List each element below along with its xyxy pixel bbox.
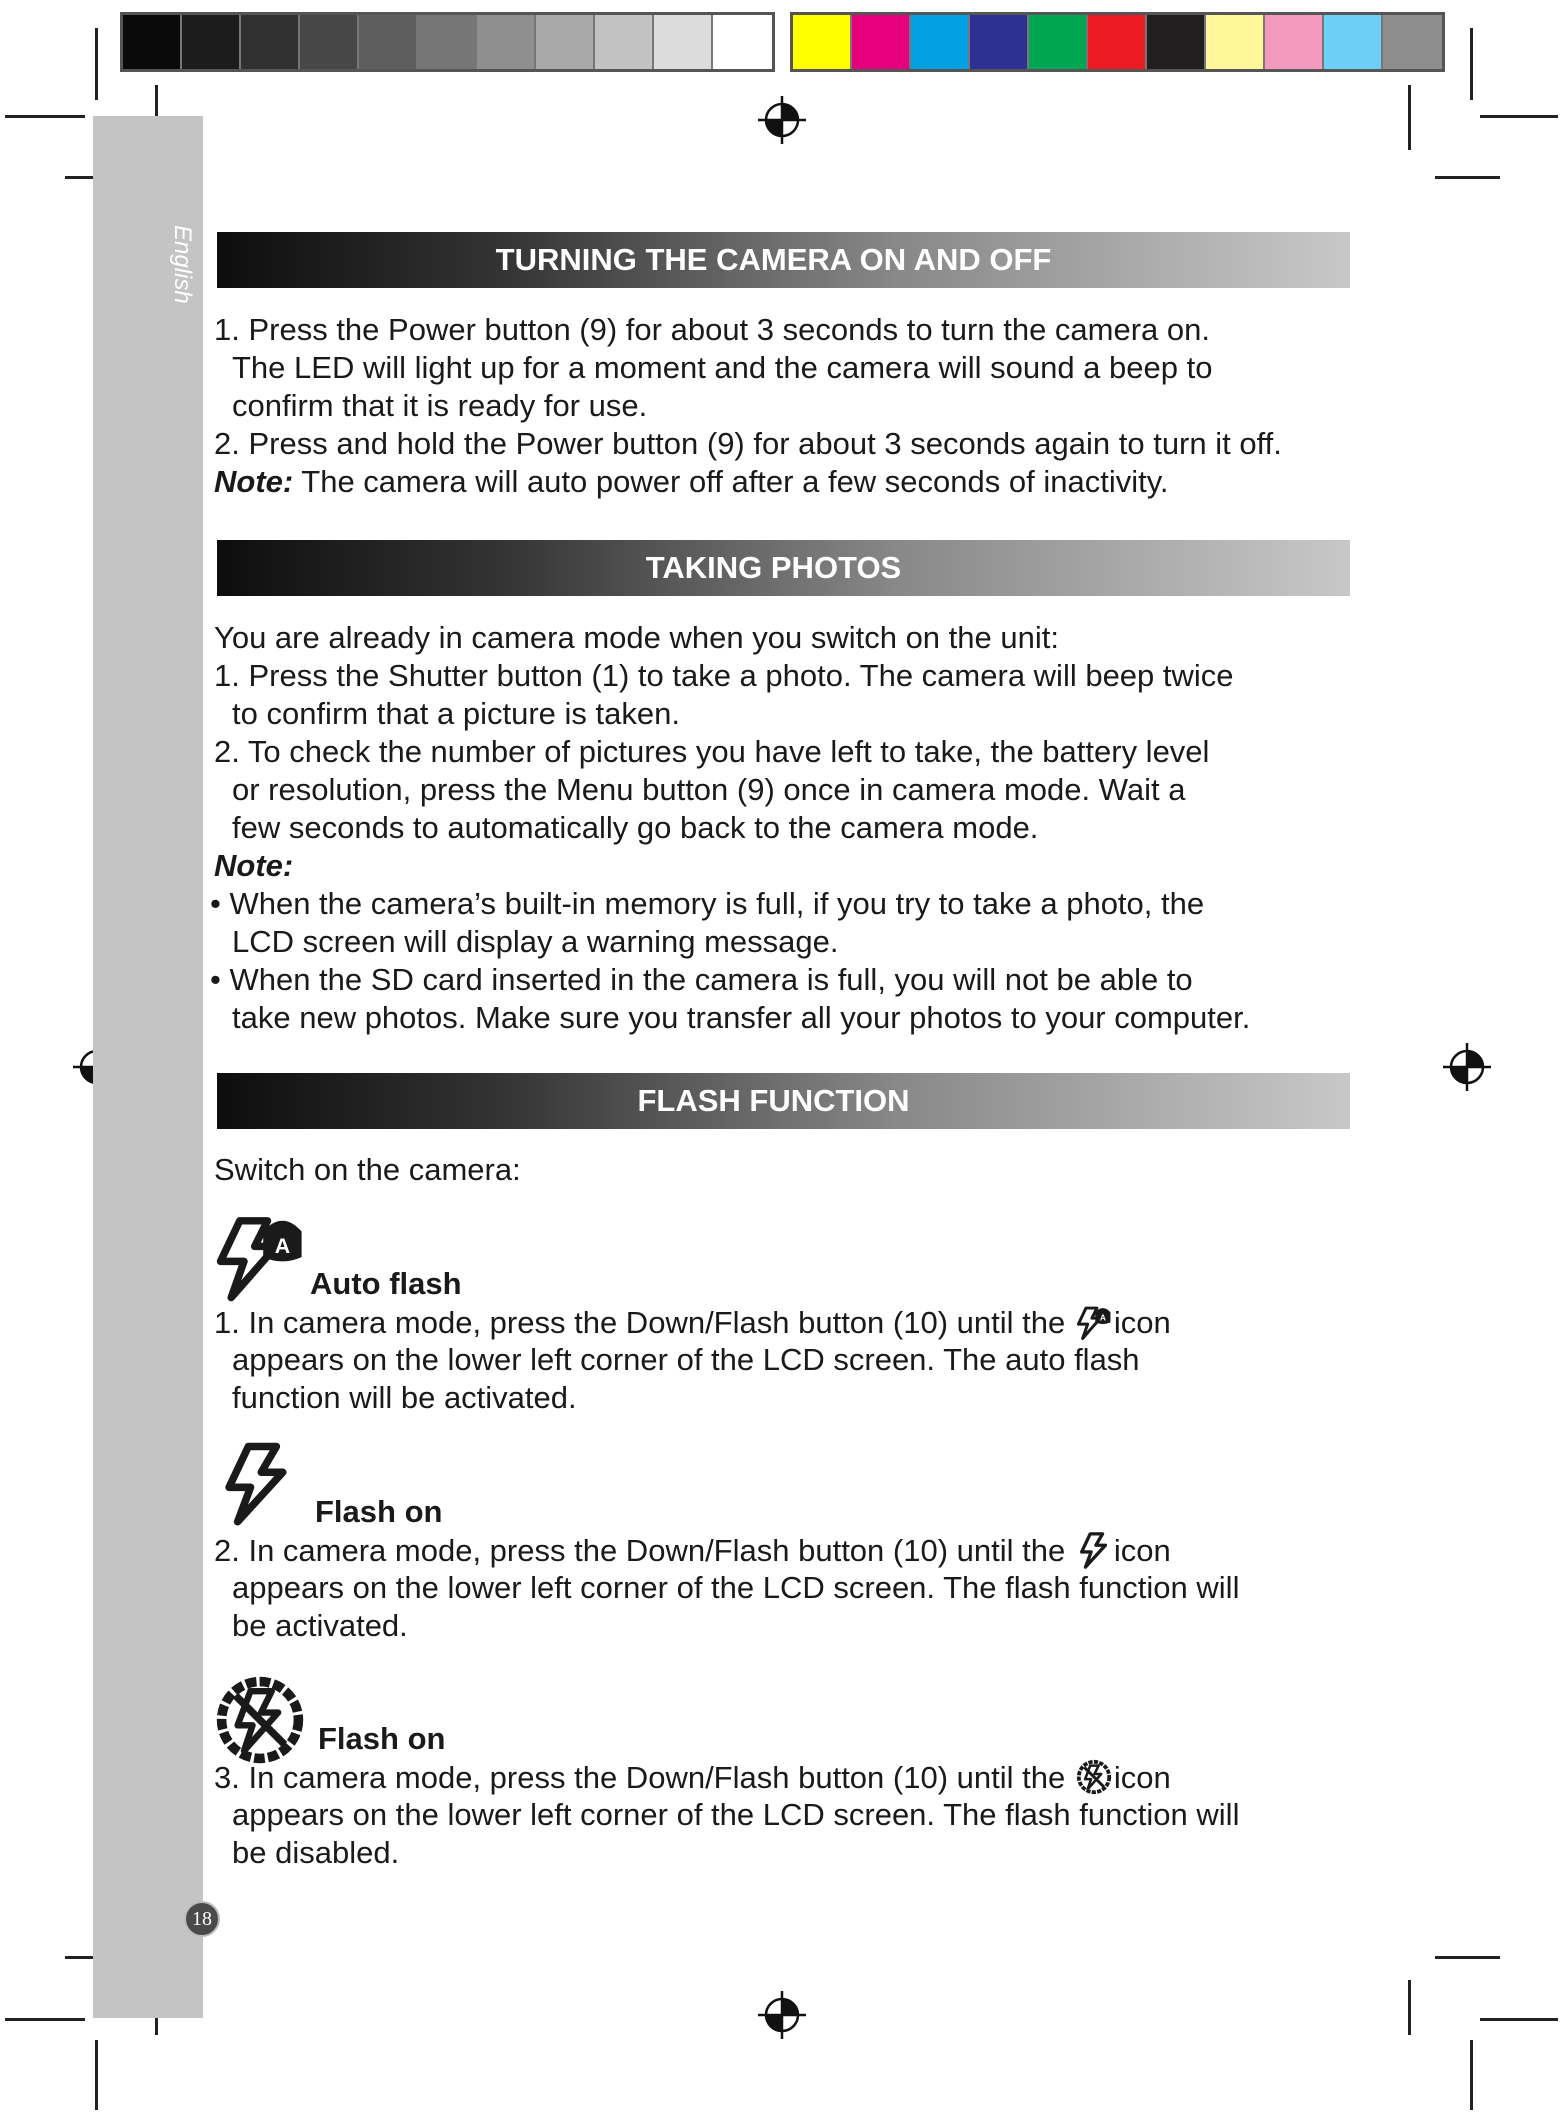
registration-mark-right (1442, 1042, 1492, 1092)
graybar-swatch (418, 15, 477, 69)
auto-flash-step: 1. In camera mode, press the Down/Flash button (10) until the icon (214, 1305, 1171, 1340)
colorbar-swatch (1029, 15, 1088, 69)
colorbar-swatch (970, 15, 1029, 69)
language-sidebar (93, 116, 203, 2018)
note-text: The camera will auto power off after a few seconds of inactivity. (293, 464, 1169, 499)
graybar-swatch (182, 15, 241, 69)
colorbar-swatch (1206, 15, 1265, 69)
page-number: 18 (184, 1901, 220, 1937)
photos-bullet-1-cont: LCD screen will display a warning message. (232, 924, 839, 959)
section-header-photos: TAKING PHOTOS (217, 540, 1350, 596)
flash-intro: Switch on the camera: (214, 1152, 521, 1187)
registration-mark-top (757, 95, 807, 145)
flash-off-inline-icon (1074, 1758, 1114, 1796)
photos-bullet-1: • When the camera’s built-in memory is full, if you try to take a photo, the (210, 886, 1205, 921)
flash-on-step-cont: appears on the lower left corner of the LCD screen. The flash function will (232, 1570, 1240, 1605)
registration-mark-bottom (757, 1990, 807, 2040)
photos-step-1: 1. Press the Shutter button (1) to take a photo. The camera will beep twice (214, 658, 1234, 693)
flash-on-title: Flash on (315, 1494, 443, 1529)
gray-scale-bar (120, 12, 775, 72)
flash-on-icon (214, 1440, 300, 1526)
colorbar-swatch (1383, 15, 1442, 69)
graybar-swatch (595, 15, 654, 69)
graybar-swatch (241, 15, 300, 69)
photos-step-1-cont: to confirm that a picture is taken. (232, 696, 680, 731)
flash-off-title: Flash on (318, 1721, 446, 1756)
colorbar-swatch (852, 15, 911, 69)
auto-flash-step-cont2: function will be activated. (232, 1380, 577, 1415)
power-step-1-cont2: confirm that it is ready for use. (232, 388, 648, 423)
power-step-1-cont: The LED will light up for a moment and the camera will sound a beep to (232, 350, 1213, 385)
color-bar (790, 12, 1445, 72)
photos-step-2-cont2: few seconds to automatically go back to the camera mode. (232, 810, 1039, 845)
language-label: English (169, 225, 196, 304)
power-step-1: 1. Press the Power button (9) for about 3 seconds to turn the camera on. (214, 312, 1210, 347)
colorbar-swatch (1265, 15, 1324, 69)
auto-flash-icon (212, 1208, 308, 1304)
auto-flash-step-cont: appears on the lower left corner of the LCD screen. The auto flash (232, 1342, 1140, 1377)
power-step-2: 2. Press and hold the Power button (9) for about 3 seconds again to turn it off. (214, 426, 1282, 461)
auto-flash-inline-icon (1074, 1303, 1114, 1341)
flash-on-step: 2. In camera mode, press the Down/Flash button (10) until the icon (214, 1533, 1171, 1568)
colorbar-swatch (1147, 15, 1206, 69)
auto-flash-title: Auto flash (310, 1266, 462, 1301)
photos-bullet-2: • When the SD card inserted in the camera is full, you will not be able to (210, 962, 1193, 997)
colorbar-swatch (793, 15, 852, 69)
graybar-swatch (123, 15, 182, 69)
graybar-swatch (477, 15, 536, 69)
graybar-swatch (300, 15, 359, 69)
colorbar-swatch (1324, 15, 1383, 69)
flash-on-inline-icon (1074, 1531, 1114, 1569)
photos-step-2: 2. To check the number of pictures you have left to take, the battery level (214, 734, 1210, 769)
section-header-flash: FLASH FUNCTION (217, 1073, 1350, 1129)
graybar-swatch (536, 15, 595, 69)
note-label: Note: (214, 464, 294, 499)
photos-intro: You are already in camera mode when you switch on the unit: (214, 620, 1059, 655)
photos-step-2-cont: or resolution, press the Menu button (9) once in camera mode. Wait a (232, 772, 1186, 807)
photos-bullet-2-cont: take new photos. Make sure you transfer all your photos to your computer. (232, 1000, 1251, 1035)
colorbar-swatch (1088, 15, 1147, 69)
flash-off-step-cont: appears on the lower left corner of the LCD screen. The flash function will (232, 1797, 1240, 1832)
graybar-swatch (654, 15, 713, 69)
flash-off-icon (212, 1672, 308, 1768)
section-header-power: TURNING THE CAMERA ON AND OFF (217, 232, 1350, 288)
graybar-swatch (713, 15, 772, 69)
flash-on-step-cont2: be activated. (232, 1608, 408, 1643)
power-note (214, 463, 1169, 501)
flash-off-step-cont2: be disabled. (232, 1835, 400, 1870)
flash-off-step: 3. In camera mode, press the Down/Flash button (10) until the icon (214, 1760, 1171, 1795)
photos-note-label: Note: (214, 848, 294, 883)
colorbar-swatch (911, 15, 970, 69)
graybar-swatch (359, 15, 418, 69)
